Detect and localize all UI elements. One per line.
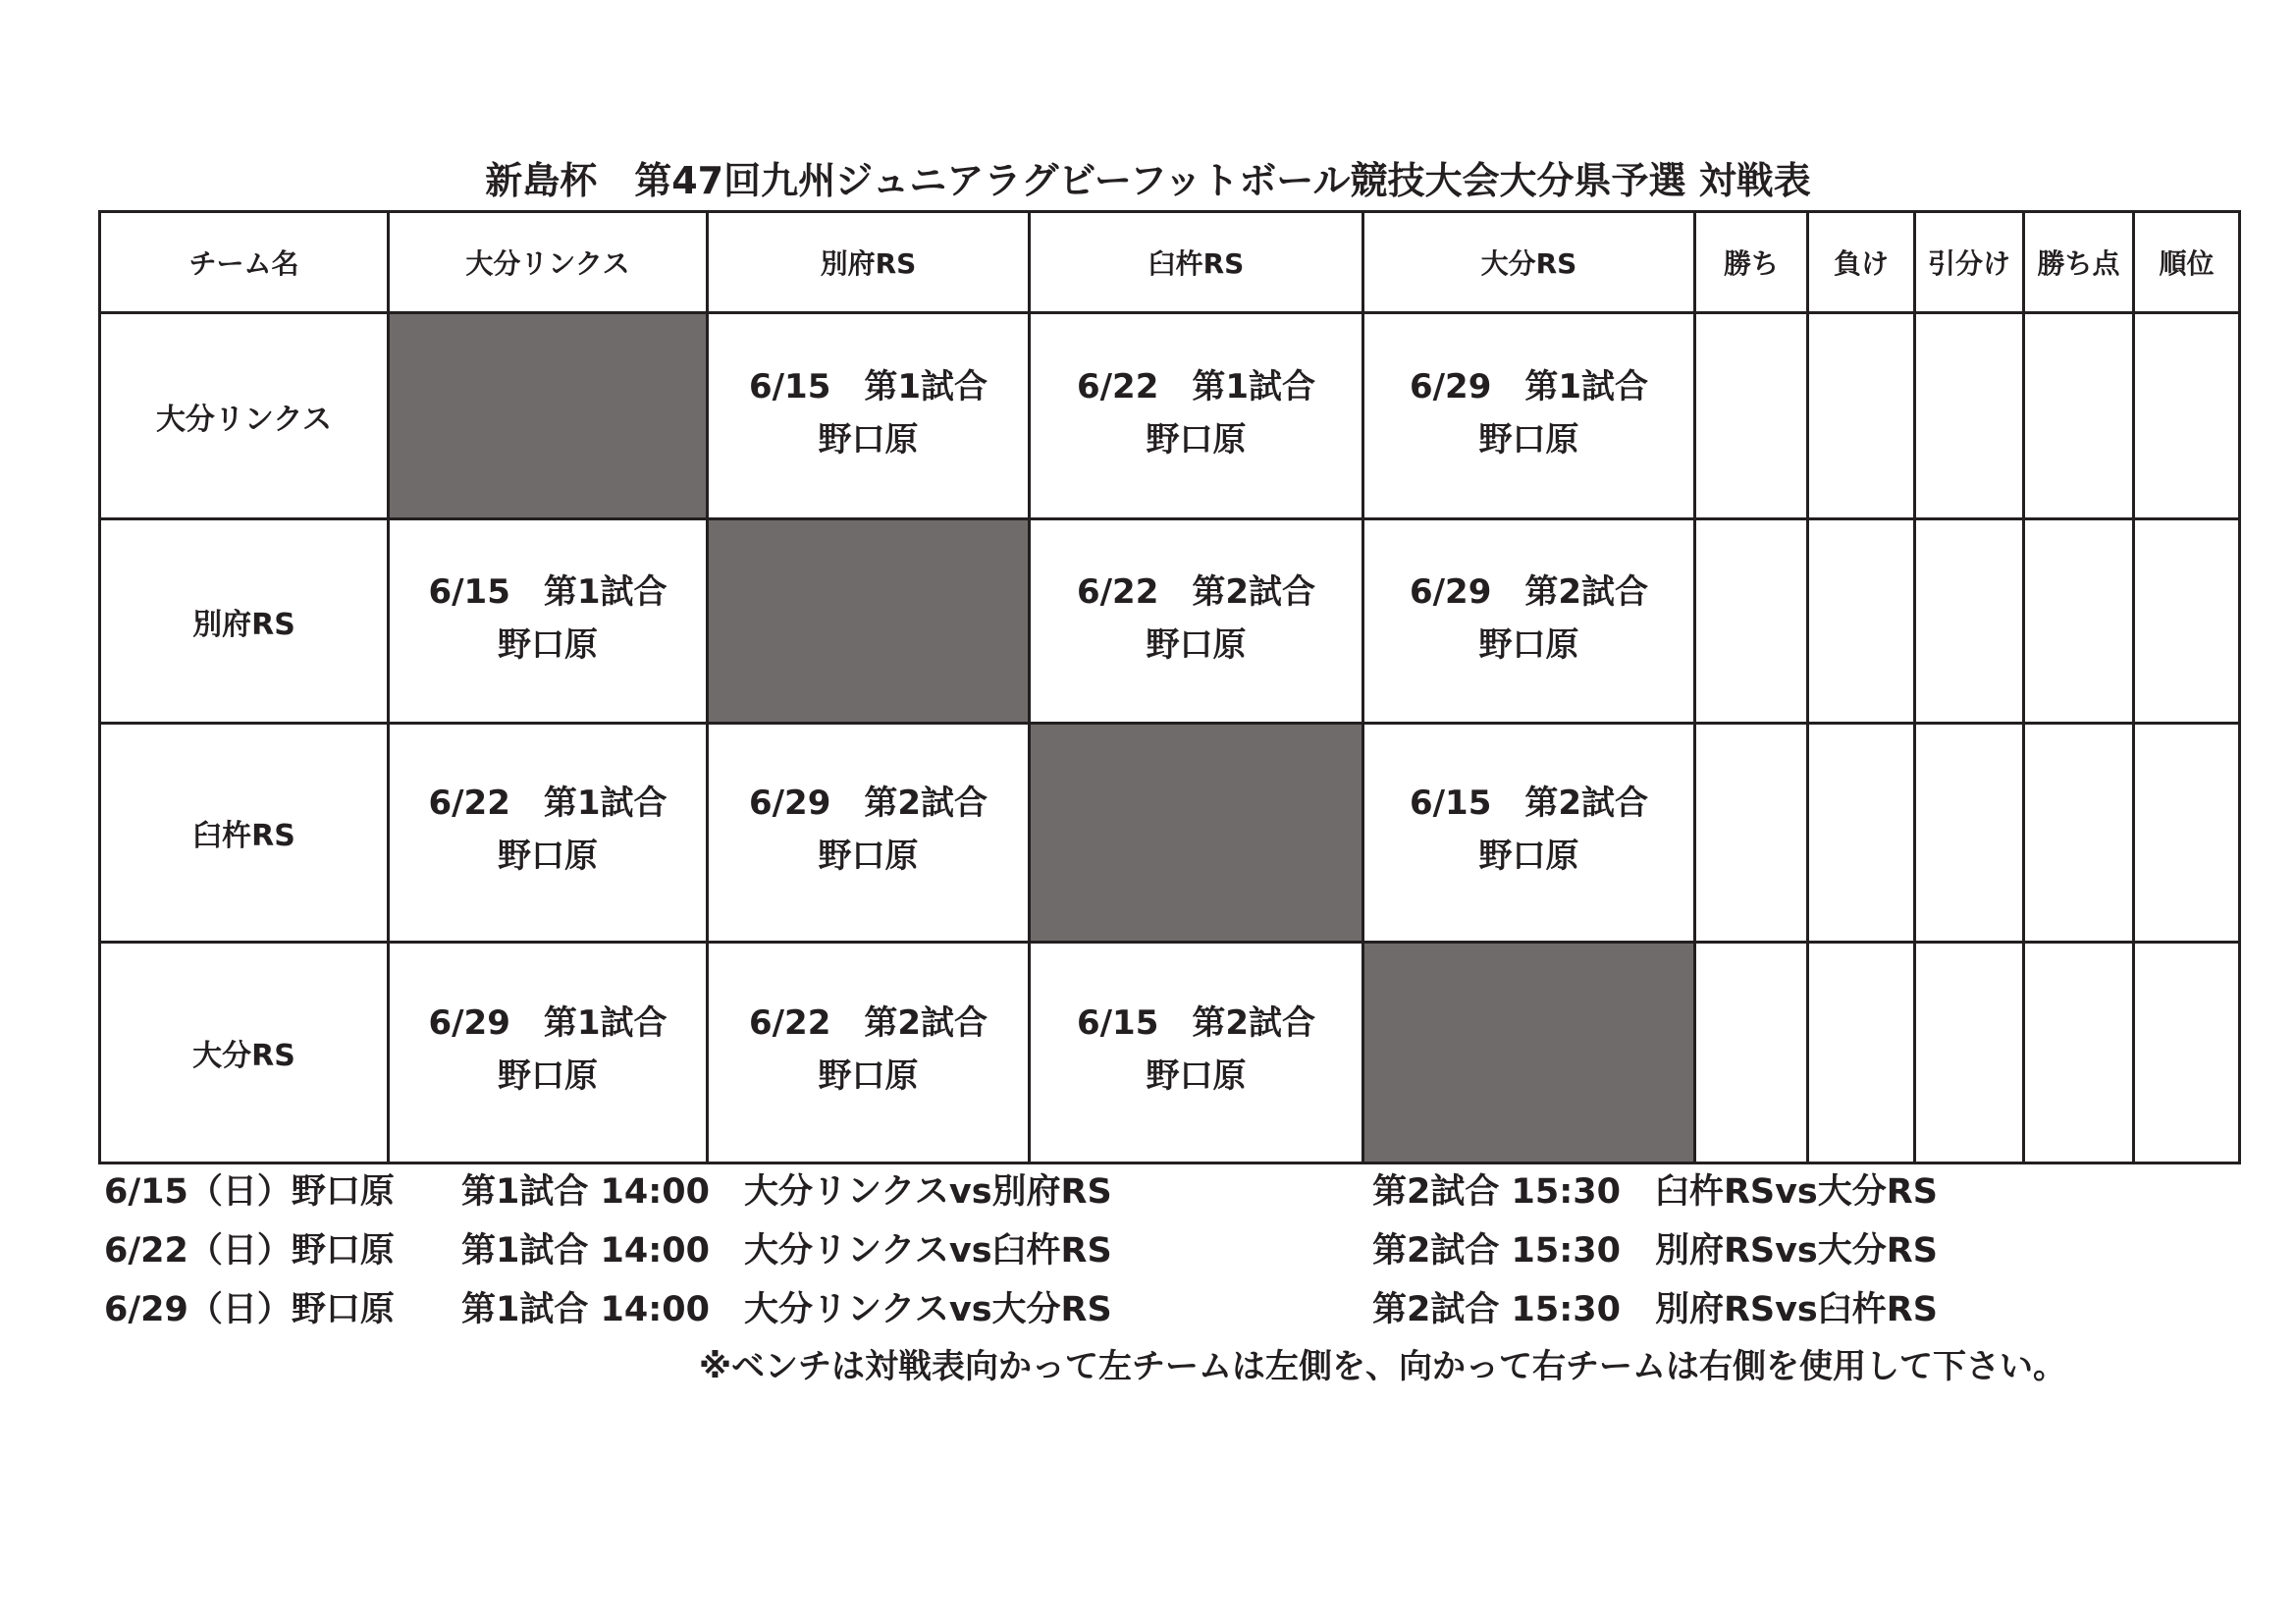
match-cell bbox=[708, 943, 1030, 1163]
rank-cell bbox=[2134, 943, 2240, 1163]
losses-cell bbox=[1808, 313, 1915, 519]
match-cell bbox=[389, 519, 708, 724]
match-table bbox=[98, 210, 2241, 1164]
row-team-name: 大分リンクス bbox=[100, 313, 389, 519]
draws-cell bbox=[1915, 519, 2024, 724]
wins-cell bbox=[1695, 943, 1808, 1163]
self-match-cell bbox=[708, 519, 1030, 724]
table-row bbox=[100, 724, 2240, 943]
schedule-game1: 第1試合 14:00 大分リンクスvs別府RS bbox=[461, 1172, 1112, 1212]
match-venue: 野口原 bbox=[1478, 419, 1579, 460]
schedule-day: 6/15（日）野口原 bbox=[104, 1172, 395, 1212]
table-row bbox=[100, 519, 2240, 724]
match-venue: 野口原 bbox=[818, 837, 919, 876]
page-title: 新島杯 第47回九州ジュニアラグビーフットボール競技大会大分県予選 対戦表 bbox=[485, 159, 1811, 202]
self-match-cell bbox=[1030, 724, 1363, 943]
match-venue: 野口原 bbox=[818, 419, 919, 460]
draws-cell bbox=[1915, 313, 2024, 519]
schedule-game2: 第2試合 15:30 別府RSvs大分RS bbox=[1372, 1231, 1938, 1271]
header-losses: 負け bbox=[1808, 212, 1915, 313]
match-venue: 野口原 bbox=[1146, 1056, 1247, 1096]
match-date: 6/15 第2試合 bbox=[1076, 1003, 1316, 1043]
schedule-game1: 第1試合 14:00 大分リンクスvs大分RS bbox=[461, 1290, 1112, 1329]
match-venue: 野口原 bbox=[1146, 419, 1247, 460]
header-beppu-rs: 別府RS bbox=[708, 212, 1030, 313]
row-team-name: 大分RS bbox=[100, 943, 389, 1163]
match-cell bbox=[389, 943, 708, 1163]
header-draws: 引分け bbox=[1915, 212, 2024, 313]
rank-cell bbox=[2134, 724, 2240, 943]
row-team-name: 別府RS bbox=[100, 519, 389, 724]
header-oita-lynx: 大分リンクス bbox=[389, 212, 708, 313]
match-venue: 野口原 bbox=[498, 624, 598, 665]
match-cell bbox=[1363, 724, 1695, 943]
header-usuki-rs: 臼杵RS bbox=[1030, 212, 1363, 313]
match-date: 6/22 第1試合 bbox=[1076, 366, 1316, 406]
match-venue: 野口原 bbox=[1478, 837, 1579, 876]
match-cell bbox=[1363, 313, 1695, 519]
match-cell bbox=[708, 313, 1030, 519]
bench-note: ※ベンチは対戦表向かって左チームは左側を、向かって右チームは右側を使用して下さい。 bbox=[699, 1347, 2067, 1386]
self-match-cell bbox=[389, 313, 708, 519]
draws-cell bbox=[1915, 724, 2024, 943]
rank-cell bbox=[2134, 519, 2240, 724]
match-cell bbox=[708, 724, 1030, 943]
header-wins: 勝ち bbox=[1695, 212, 1808, 313]
losses-cell bbox=[1808, 724, 1915, 943]
schedule-game2: 第2試合 15:30 別府RSvs臼杵RS bbox=[1372, 1290, 1938, 1329]
row-team-name: 臼杵RS bbox=[100, 724, 389, 943]
match-date: 6/22 第1試合 bbox=[428, 784, 667, 823]
schedule-day: 6/22（日）野口原 bbox=[104, 1231, 395, 1271]
match-date: 6/15 第2試合 bbox=[1409, 784, 1649, 823]
schedule-game2: 第2試合 15:30 臼杵RSvs大分RS bbox=[1372, 1172, 1938, 1212]
match-date: 6/22 第2試合 bbox=[748, 1003, 988, 1043]
match-date: 6/29 第1試合 bbox=[428, 1003, 667, 1043]
match-cell bbox=[1030, 519, 1363, 724]
draws-cell bbox=[1915, 943, 2024, 1163]
wins-cell bbox=[1695, 519, 1808, 724]
header-row bbox=[100, 212, 2240, 313]
self-match-cell bbox=[1363, 943, 1695, 1163]
match-venue: 野口原 bbox=[498, 1056, 598, 1096]
table-row bbox=[100, 943, 2240, 1163]
match-date: 6/22 第2試合 bbox=[1076, 571, 1316, 612]
points-cell bbox=[2024, 519, 2134, 724]
points-cell bbox=[2024, 313, 2134, 519]
match-cell bbox=[1363, 519, 1695, 724]
match-venue: 野口原 bbox=[1478, 624, 1579, 665]
header-oita-rs: 大分RS bbox=[1363, 212, 1695, 313]
header-rank: 順位 bbox=[2134, 212, 2240, 313]
wins-cell bbox=[1695, 724, 1808, 943]
match-cell bbox=[1030, 313, 1363, 519]
match-date: 6/29 第2試合 bbox=[1409, 571, 1649, 612]
match-date: 6/15 第1試合 bbox=[748, 366, 988, 406]
rank-cell bbox=[2134, 313, 2240, 519]
wins-cell bbox=[1695, 313, 1808, 519]
match-cell bbox=[1030, 943, 1363, 1163]
match-venue: 野口原 bbox=[1146, 624, 1247, 665]
losses-cell bbox=[1808, 519, 1915, 724]
table-row bbox=[100, 313, 2240, 519]
header-team-name: チーム名 bbox=[100, 212, 389, 313]
header-points: 勝ち点 bbox=[2024, 212, 2134, 313]
match-venue: 野口原 bbox=[818, 1056, 919, 1096]
schedule-day: 6/29（日）野口原 bbox=[104, 1290, 395, 1329]
match-venue: 野口原 bbox=[498, 837, 598, 876]
losses-cell bbox=[1808, 943, 1915, 1163]
schedule-game1: 第1試合 14:00 大分リンクスvs臼杵RS bbox=[461, 1231, 1112, 1271]
match-date: 6/29 第2試合 bbox=[748, 784, 988, 823]
match-cell bbox=[389, 724, 708, 943]
match-date: 6/15 第1試合 bbox=[428, 571, 667, 612]
match-date: 6/29 第1試合 bbox=[1409, 366, 1649, 406]
points-cell bbox=[2024, 724, 2134, 943]
points-cell bbox=[2024, 943, 2134, 1163]
